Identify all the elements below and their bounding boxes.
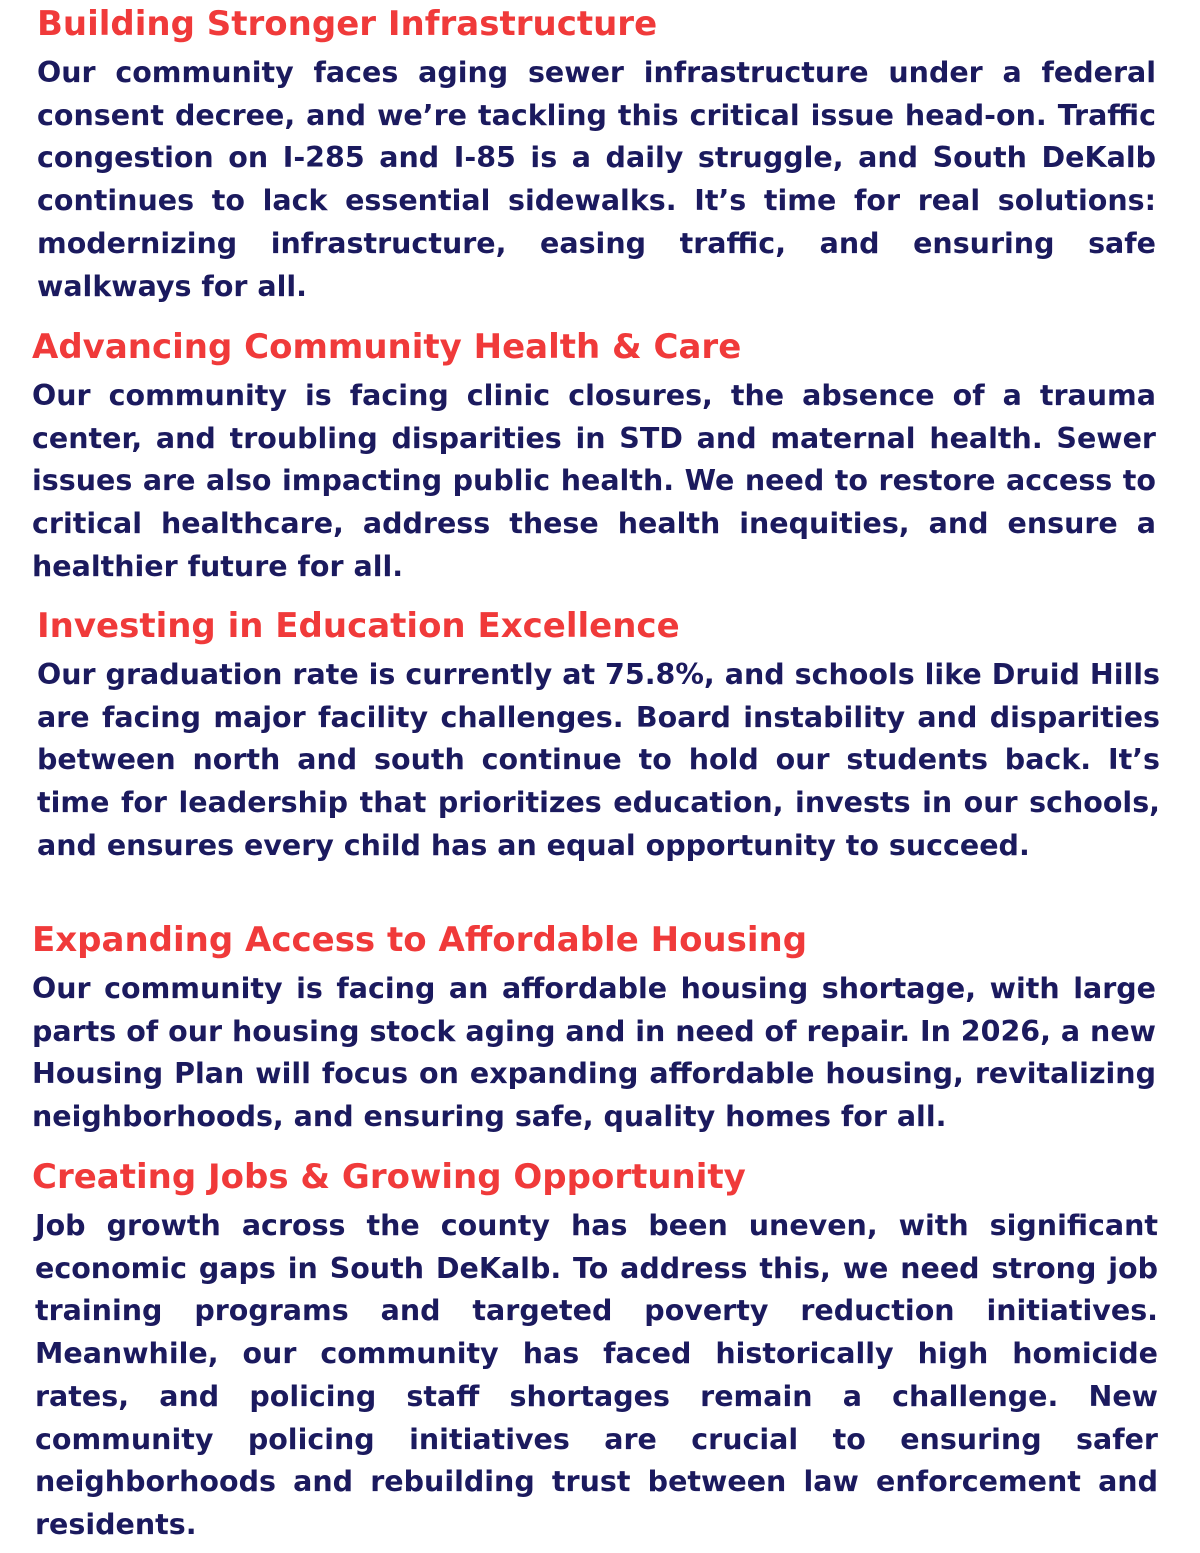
section-body: Our community is facing an affordable housing shortage, with large parts of our housing stock aging and in need of repair. In 2026, a new Housing Plan will focus on expanding affordable housing, revitalizing neighborhoods, and ensuring safe, quality homes for all. [32, 972, 1156, 1134]
section-jobs [32, 1155, 1158, 1547]
section-body: Our community faces aging sewer infrastructure under a federal consent decree, and we’re tackling this critical issue head-on. Traffic congestion on I-285 and I-85 is a daily struggle, and South DeKalb continues to lack essential sidewalks. It’s time for real solutions: modernizing infrastructure, easing traffic, and ensuring safe walkways for all. [37, 56, 1156, 303]
section-title: Advancing Community Health & Care [32, 327, 742, 367]
section-infrastructure [37, 2, 1156, 308]
section-education [37, 604, 1160, 868]
section-health [32, 325, 1156, 589]
section-title: Expanding Access to Affordable Housing [32, 920, 808, 960]
section-title: Investing in Education Excellence [37, 606, 680, 646]
section-title: Creating Jobs & Growing Opportunity [32, 1157, 746, 1197]
section-body: Our community is facing clinic closures, the absence of a trauma center, and troubling disparities in STD and maternal health. Sewer issues are also impacting public health. We need to restore access to critical healthcare, address these health inequities, and ensure a healthier future for all. [32, 379, 1156, 583]
section-body: Our graduation rate is currently at 75.8%, and schools like Druid Hills are facing major facility challenges. Board instability and disparities between north and south continue to hold our students back. It’s time for leadership that prioritizes education, invests in our schools, and ensures every child has an equal opportunity to succeed. [37, 658, 1160, 862]
section-housing [32, 918, 1156, 1139]
section-title: Building Stronger Infrastructure [37, 4, 658, 44]
section-body: Job growth across the county has been uneven, with significant economic gaps in South DeKalb. To address this, we need strong job training programs and targeted poverty reduction initiatives. Meanwhile, our community has faced historically high homicide rates, and policing staff shortages remain a challenge. New community policing initiatives are crucial to ensuring safer neighborhoods and rebuilding trust between law enforcement and residents. [35, 1209, 1158, 1541]
